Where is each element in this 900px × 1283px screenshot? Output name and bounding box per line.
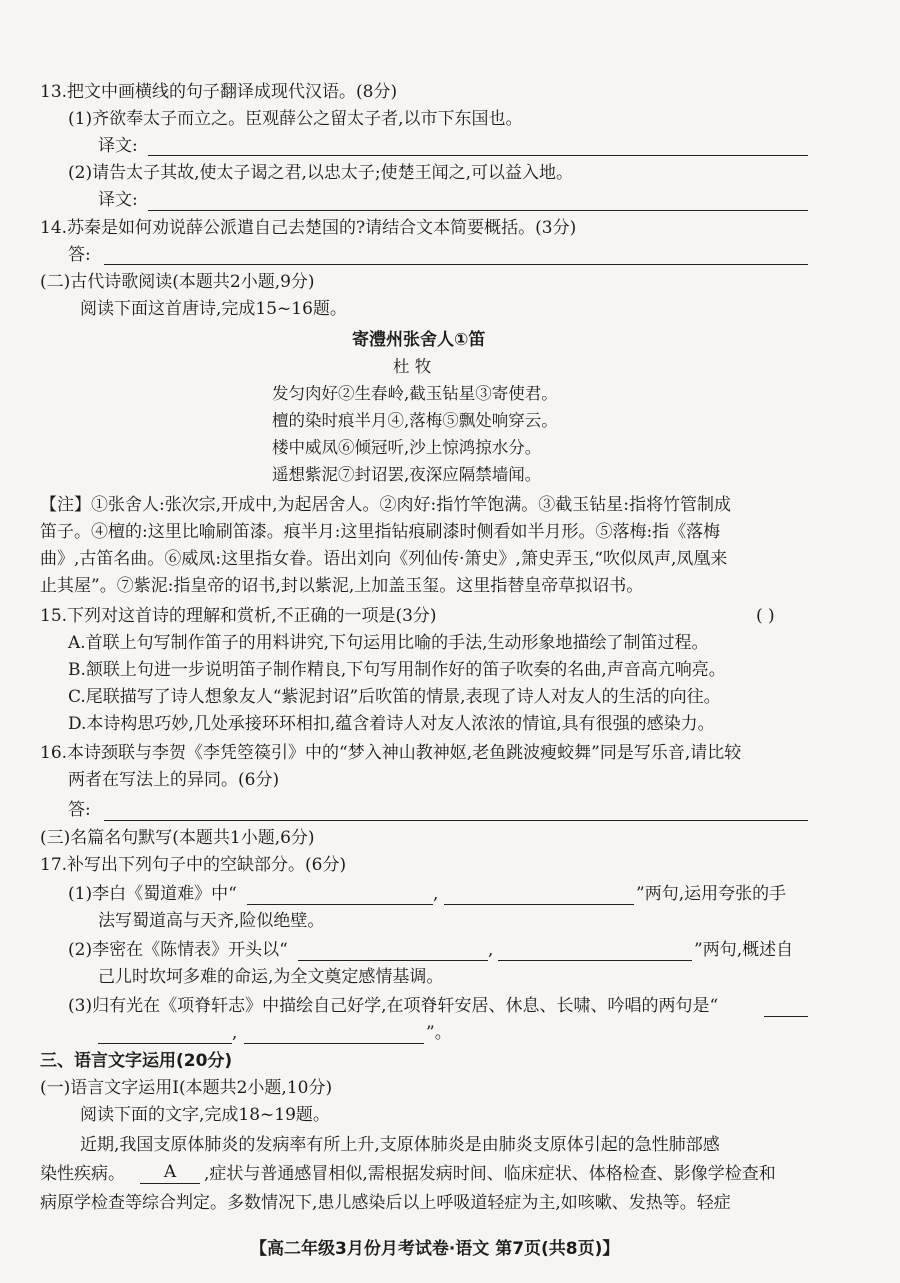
q17-p2-prefix: (2)李密在《陈情表》开头以“: [68, 940, 288, 960]
q15-option-d[interactable]: D.本诗构思巧妙,几处承接环环相扣,蕴含着诗人对友人浓浓的情谊,具有很强的感染力。: [68, 714, 715, 734]
section-3-1-intro: 阅读下面的文字,完成18~19题。: [80, 1105, 330, 1125]
section-2-heading: (二)古代诗歌阅读(本题共2小题,9分): [40, 272, 315, 292]
fill-blank-2a[interactable]: [298, 960, 488, 961]
q16-stem-line-2: 两者在写法上的异同。(6分): [68, 770, 280, 790]
section-3-heading: (三)名篇名句默写(本题共1小题,6分): [40, 828, 315, 848]
q14-stem: 14.苏秦是如何劝说薛公派遣自己去楚国的?请结合文本简要概括。(3分): [40, 218, 577, 238]
blank-a[interactable]: A: [140, 1162, 200, 1184]
q13-yiwen-1: 译文:: [98, 136, 138, 156]
answer-line: [104, 264, 808, 265]
passage-line-2-rest: ,症状与普通感冒相似,需根据发病时间、临床症状、体格检查、影像学检查和: [204, 1164, 776, 1184]
notes-line-1: 【注】①张舍人:张次宗,开成中,为起居舍人。②肉好:指竹竿饱满。③截玉钻星:指将竹管制成: [40, 495, 731, 515]
q14-da: 答:: [68, 245, 91, 265]
q15-stem: 15.下列对这首诗的理解和赏析,不正确的一项是(3分): [40, 606, 437, 626]
q17-p1-prefix: (1)李白《蜀道难》中“: [68, 884, 237, 904]
fill-blank-1b[interactable]: [444, 904, 634, 905]
q15-option-c[interactable]: C.尾联描写了诗人想象友人“紫泥封诏”后吹笛的情景,表现了诗人对友人的生活的向往。: [68, 687, 721, 707]
q16-da: 答:: [68, 800, 91, 820]
comma: ,: [232, 1023, 238, 1043]
part-3-heading: 三、语言文字运用(20分): [40, 1051, 233, 1071]
q13-sentence-2: (2)请告太子其故,使太子谒之君,以忠太子;使楚王闻之,可以益入地。: [68, 163, 574, 183]
passage-line-3: 病原学检查等综合判定。多数情况下,患儿感染后以上呼吸道轻症为主,如咳嗽、发热等。轻症: [40, 1193, 731, 1213]
poem-title: 寄澧州张舍人①笛: [352, 330, 486, 350]
poem-line-1: 发匀肉好②生春岭,截玉钻星③寄使君。: [272, 384, 558, 403]
q15-option-a[interactable]: A.首联上句写制作笛子的用料讲究,下句运用比喻的手法,生动形象地描绘了制笛过程。: [68, 633, 709, 653]
answer-line: [104, 820, 808, 821]
answer-line: [148, 155, 808, 156]
q13-sentence-1: (1)齐欲奉太子而立之。臣观薛公之留太子者,以市下东国也。: [68, 109, 523, 129]
q13-stem: 13.把文中画横线的句子翻译成现代汉语。(8分): [40, 82, 398, 102]
fill-blank-1a[interactable]: [247, 904, 433, 905]
q17-stem: 17.补写出下列句子中的空缺部分。(6分): [40, 855, 347, 875]
q17-p1-suffix: ”两句,运用夸张的手: [636, 884, 787, 904]
q17-p3-end: ”。: [426, 1023, 452, 1043]
notes-line-3: 曲》,古笛名曲。⑥威凤:这里指女眷。语出刘向《列仙传·箫史》,箫史弄玉,“吹似凤声,凤凰来: [40, 549, 728, 569]
q17-p3-prefix: (3)归有光在《项脊轩志》中描绘自己好学,在项脊轩安居、休息、长啸、吟唱的两句是“: [68, 996, 719, 1016]
passage-line-1: 近期,我国支原体肺炎的发病率有所上升,支原体肺炎是由肺炎支原体引起的急性肺部感: [80, 1135, 720, 1155]
comma: ,: [433, 884, 439, 904]
q15-answer-paren[interactable]: ( ): [756, 606, 775, 626]
q17-p1-cont: 法写蜀道高与天齐,险似绝壁。: [98, 911, 325, 931]
fill-blank-3a-start[interactable]: [764, 1016, 808, 1017]
fill-blank-3a[interactable]: [98, 1043, 232, 1044]
q17-p2-cont: 己儿时坎坷多难的命运,为全文奠定感情基调。: [98, 967, 444, 987]
section-3-1-heading: (一)语言文字运用Ⅰ(本题共2小题,10分): [40, 1078, 333, 1098]
comma: ,: [488, 940, 494, 960]
q16-stem-line-1: 16.本诗颈联与李贺《李凭箜篌引》中的“梦入神山教神妪,老鱼跳波瘦蛟舞”同是写乐音,请比较: [40, 743, 742, 763]
notes-line-2: 笛子。④檀的:这里比喻刷笛漆。痕半月:这里指钻痕刷漆时侧看如半月形。⑤落梅:指《落梅: [40, 522, 721, 542]
fill-blank-3b[interactable]: [244, 1043, 424, 1044]
page-footer: 【高二年级3月份月考试卷·语文 第7页(共8页)】: [250, 1239, 620, 1259]
notes-line-4: 止其屋”。⑦紫泥:指皇帝的诏书,封以紫泥,上加盖玉玺。这里指替皇帝草拟诏书。: [40, 576, 644, 596]
poem-line-3: 楼中威凤⑥倾冠听,沙上惊鸿掠水分。: [272, 438, 542, 457]
q13-yiwen-2: 译文:: [98, 190, 138, 210]
poem-line-4: 遥想紫泥⑦封诏罢,夜深应隔禁墙闻。: [272, 465, 542, 484]
q17-p2-suffix: ”两句,概述自: [694, 940, 794, 960]
section-2-intro: 阅读下面这首唐诗,完成15~16题。: [80, 299, 347, 319]
poem-author: 杜 牧: [393, 357, 432, 376]
answer-line: [148, 210, 808, 211]
passage-line-2-start: 染性疾病。: [40, 1164, 125, 1184]
fill-blank-2b[interactable]: [498, 960, 692, 961]
poem-line-2: 檀的染时痕半月④,落梅⑤飘处响穿云。: [272, 411, 558, 430]
q15-option-b[interactable]: B.颔联上句进一步说明笛子制作精良,下句写用制作好的笛子吹奏的名曲,声音高亢响亮。: [68, 660, 726, 680]
